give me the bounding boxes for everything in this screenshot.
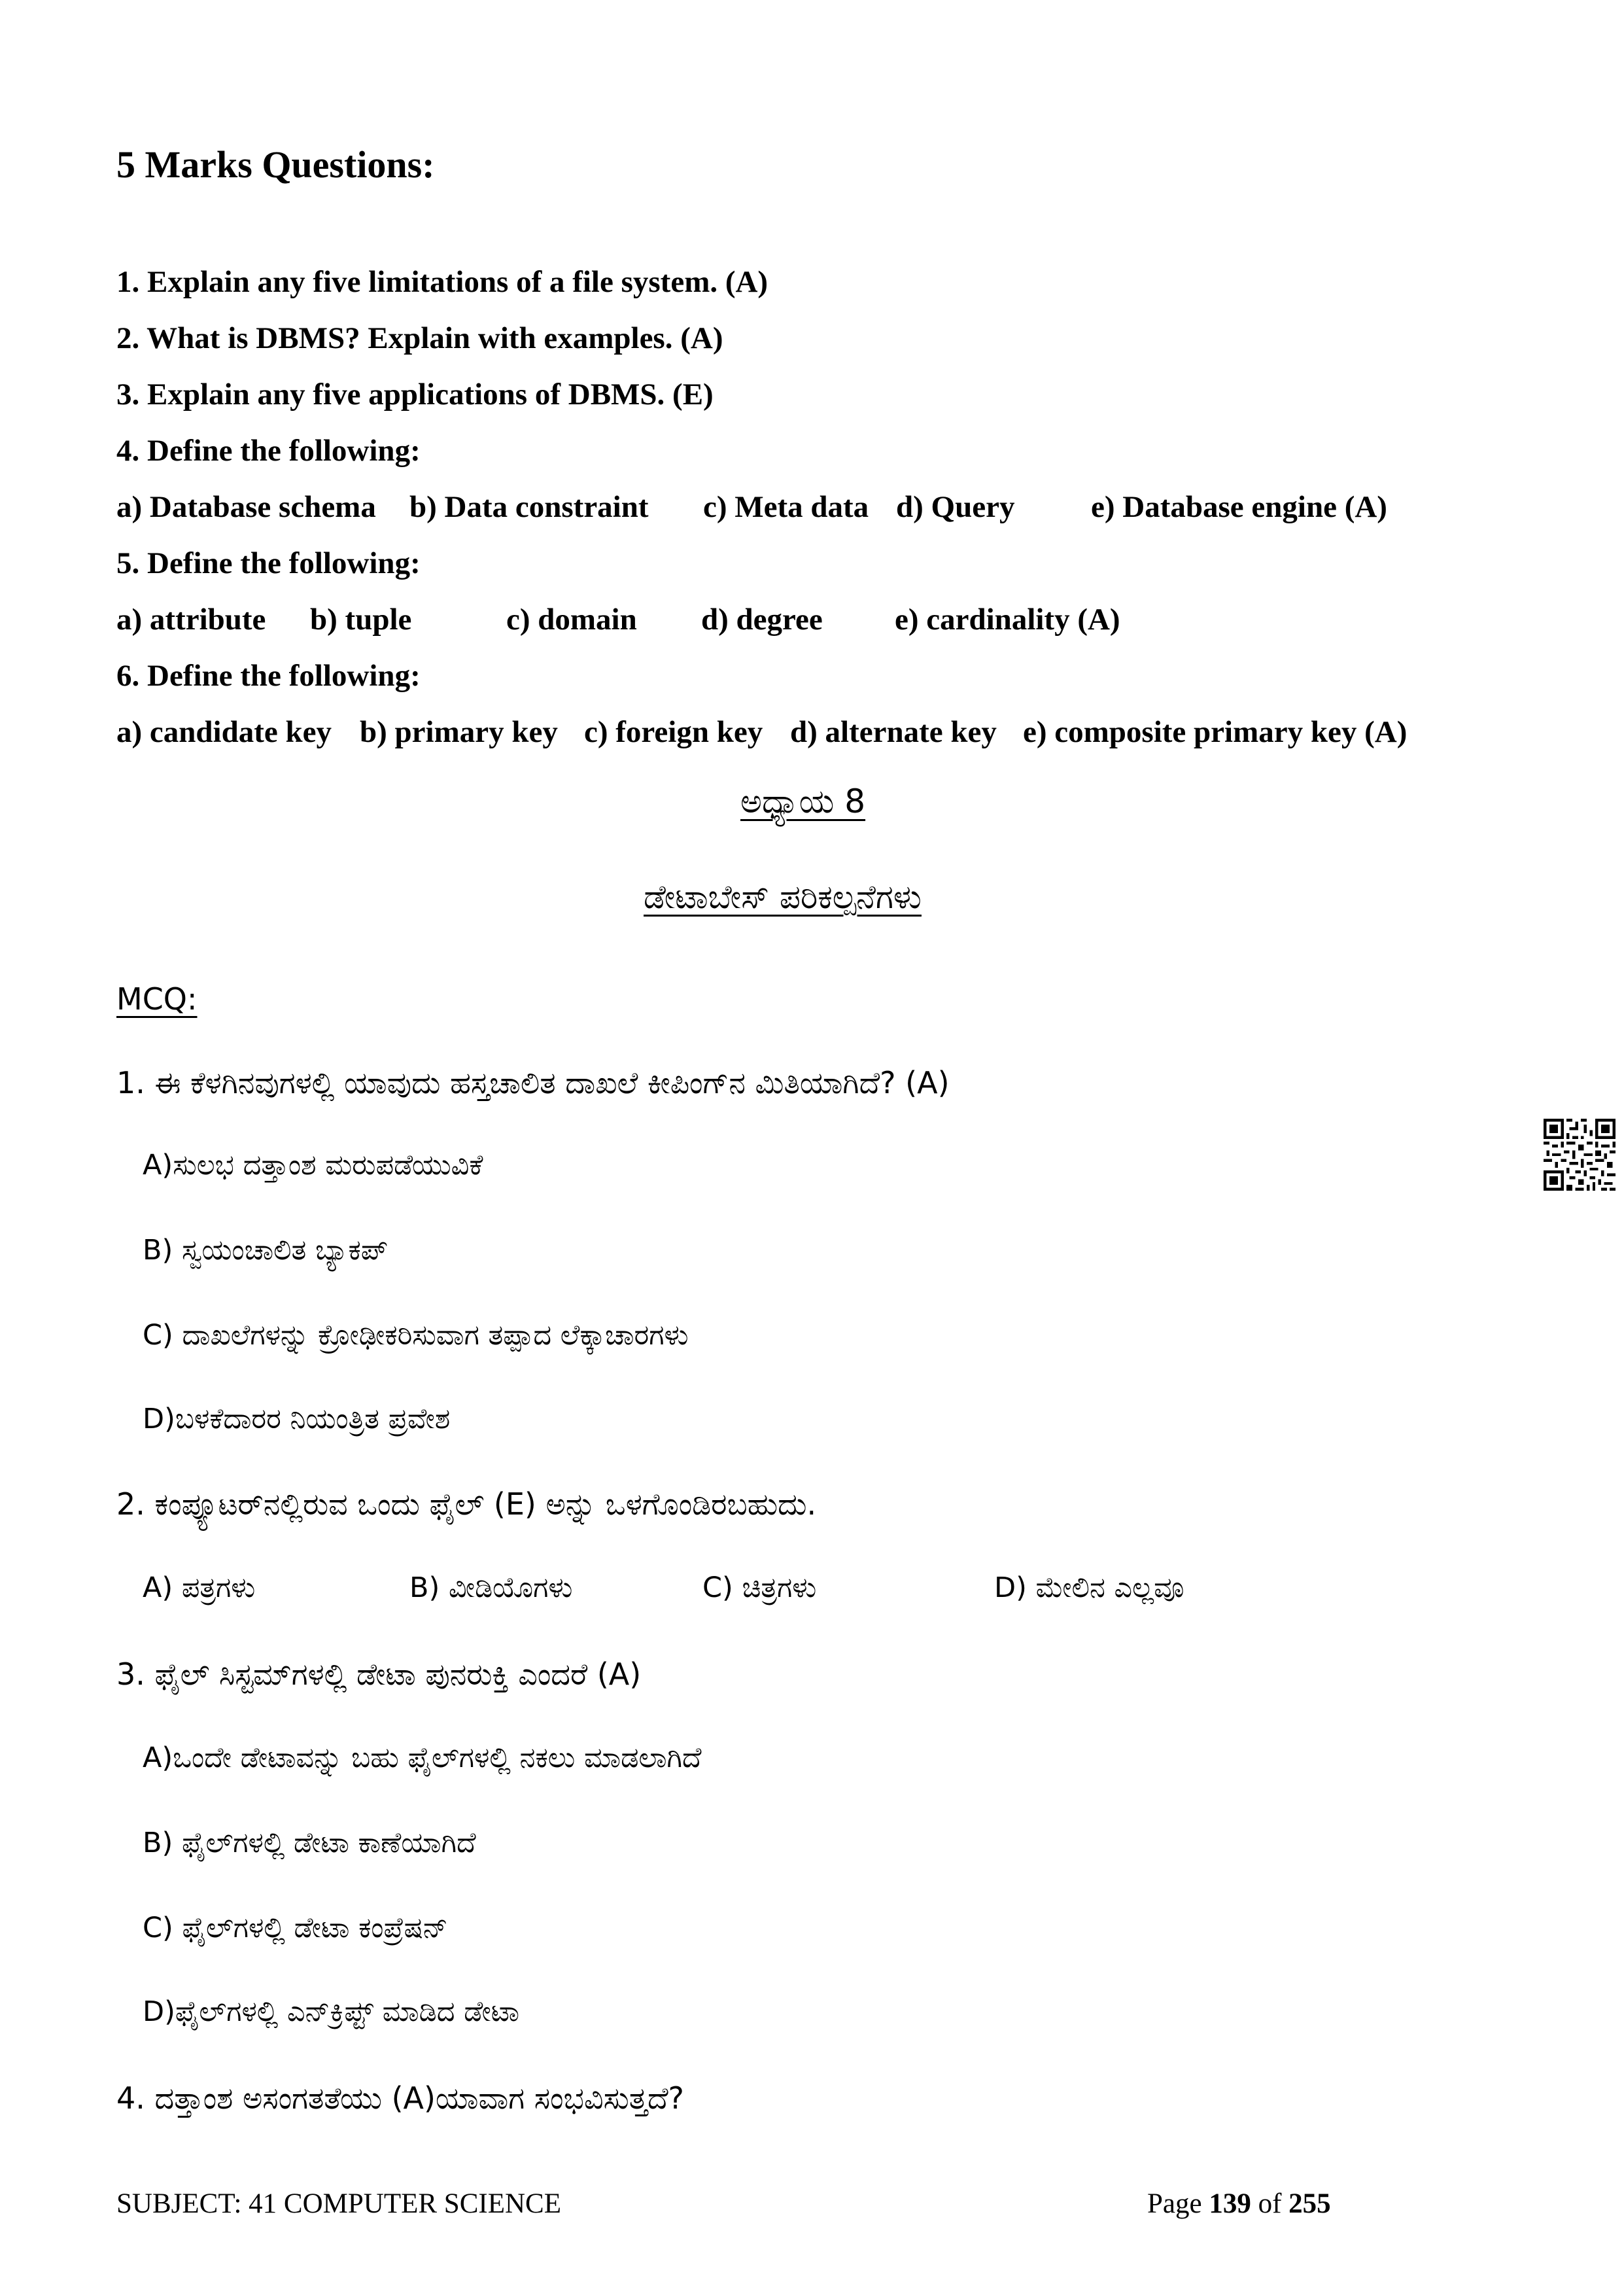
footer-subject: SUBJECT: 41 COMPUTER SCIENCE [116,2188,561,2219]
q4-part-d: d) Query [896,490,1015,524]
q6-part-d: d) alternate key [790,715,997,749]
q5-part-a: a) attribute [116,603,266,637]
question-3: 3. Explain any five applications of DBMS. (E) [116,377,714,412]
mcq-question-2: 2. ಕಂಪ್ಯೂಟರ್‌ನಲ್ಲಿರುವ ಒಂದು ಫೈಲ್ (E) ಅನ್ನು ಒಳಗೊಂಡಿರಬಹುದು. [116,1486,817,1522]
mcq-1-option-d: D)ಬಳಕೆದಾರರ ನಿಯಂತ್ರಿತ ಪ್ರವೇಶ [143,1403,451,1435]
page-of: of [1251,2188,1289,2219]
mcq-question-3: 3. ಫೈಲ್ ಸಿಸ್ಟಮ್‌ಗಳಲ್ಲಿ ಡೇಟಾ ಪುನರುಕ್ತಿ ಎಂದರೆ (A) [116,1656,642,1692]
mcq-2-option-c: C) ಚಿತ್ರಗಳು [702,1571,817,1604]
mcq-3-option-d: D)ಫೈಲ್‌ಗಳಲ್ಲಿ ಎನ್‌ಕ್ರಿಪ್ಟ್ ಮಾಡಿದ ಡೇಟಾ [143,1995,520,2028]
page-prefix: Page [1147,2188,1209,2219]
q4-part-c: c) Meta data [703,490,869,524]
q4-part-e: e) Database engine (A) [1091,490,1387,524]
mcq-3-option-a: A)ಒಂದೇ ಡೇಟಾವನ್ನು ಬಹು ಫೈಲ್‌ಗಳಲ್ಲಿ ನಕಲು ಮಾಡಲಾಗಿದೆ [143,1742,702,1774]
footer-page [1147,2188,1331,2220]
mcq-1-option-a: A)ಸುಲಭ ದತ್ತಾಂಶ ಮರುಪಡೆಯುವಿಕೆ [143,1149,483,1182]
mcq-2-option-a: A) ಪತ್ರಗಳು [143,1571,256,1604]
q5-part-b: b) tuple [310,603,412,637]
mcq-question-1: 1. ಈ ಕೆಳಗಿನವುಗಳಲ್ಲಿ ಯಾವುದು ಹಸ್ತಚಾಲಿತ ದಾಖಲೆ ಕೀಪಿಂಗ್‌ನ ಮಿತಿಯಾಗಿದೆ? (A) [116,1065,950,1100]
q6-part-c: c) foreign key [584,715,763,749]
mcq-1-option-c: C) ದಾಖಲೆಗಳನ್ನು ಕ್ರೋಢೀಕರಿಸುವಾಗ ತಪ್ಪಾದ ಲೆಕ್ಕಾಚಾರಗಳು [143,1319,689,1352]
mcq-heading: MCQ: [116,981,198,1017]
q5-part-c: c) domain [506,603,637,637]
chapter-subtitle: ಡೇಟಾಬೇಸ್ ಪರಿಕಲ್ಪನೆಗಳು [644,878,922,916]
q4-part-b: b) Data constraint [409,490,649,524]
mcq-2-option-d: D) ಮೇಲಿನ ಎಲ್ಲವೂ [994,1571,1184,1604]
q5-part-d: d) degree [701,603,823,637]
question-4: 4. Define the following: [116,434,421,468]
section-heading: 5 Marks Questions: [116,143,435,186]
mcq-2-option-b: B) ವೀಡಿಯೊಗಳು [409,1571,573,1604]
page-number: 139 [1209,2188,1251,2219]
q4-part-a: a) Database schema [116,490,376,524]
q6-part-e: e) composite primary key (A) [1023,715,1408,749]
mcq-question-4: 4. ದತ್ತಾಂಶ ಅಸಂಗತತೆಯು (A)ಯಾವಾಗ ಸಂಭವಿಸುತ್ತದೆ? [116,2080,684,2116]
qr-code [1544,1119,1615,1191]
q5-part-e: e) cardinality (A) [895,603,1120,637]
mcq-3-option-c: C) ಫೈಲ್‌ಗಳಲ್ಲಿ ಡೇಟಾ ಕಂಪ್ರೆಷನ್ [143,1912,448,1944]
chapter-title: ಅಧ್ಯಾಯ 8 [740,782,866,820]
mcq-3-option-b: B) ಫೈಲ್‌ಗಳಲ್ಲಿ ಡೇಟಾ ಕಾಣೆಯಾಗಿದೆ [143,1827,476,1859]
q6-part-b: b) primary key [360,715,558,749]
question-6: 6. Define the following: [116,659,421,693]
question-1: 1. Explain any five limitations of a file system. (A) [116,265,769,299]
page-total: 255 [1288,2188,1331,2219]
q6-part-a: a) candidate key [116,715,332,749]
mcq-1-option-b: B) ಸ್ವಯಂಚಾಲಿತ ಬ್ಯಾಕಪ್ [143,1234,389,1267]
question-2: 2. What is DBMS? Explain with examples. (A) [116,321,723,355]
question-5: 5. Define the following: [116,546,421,580]
